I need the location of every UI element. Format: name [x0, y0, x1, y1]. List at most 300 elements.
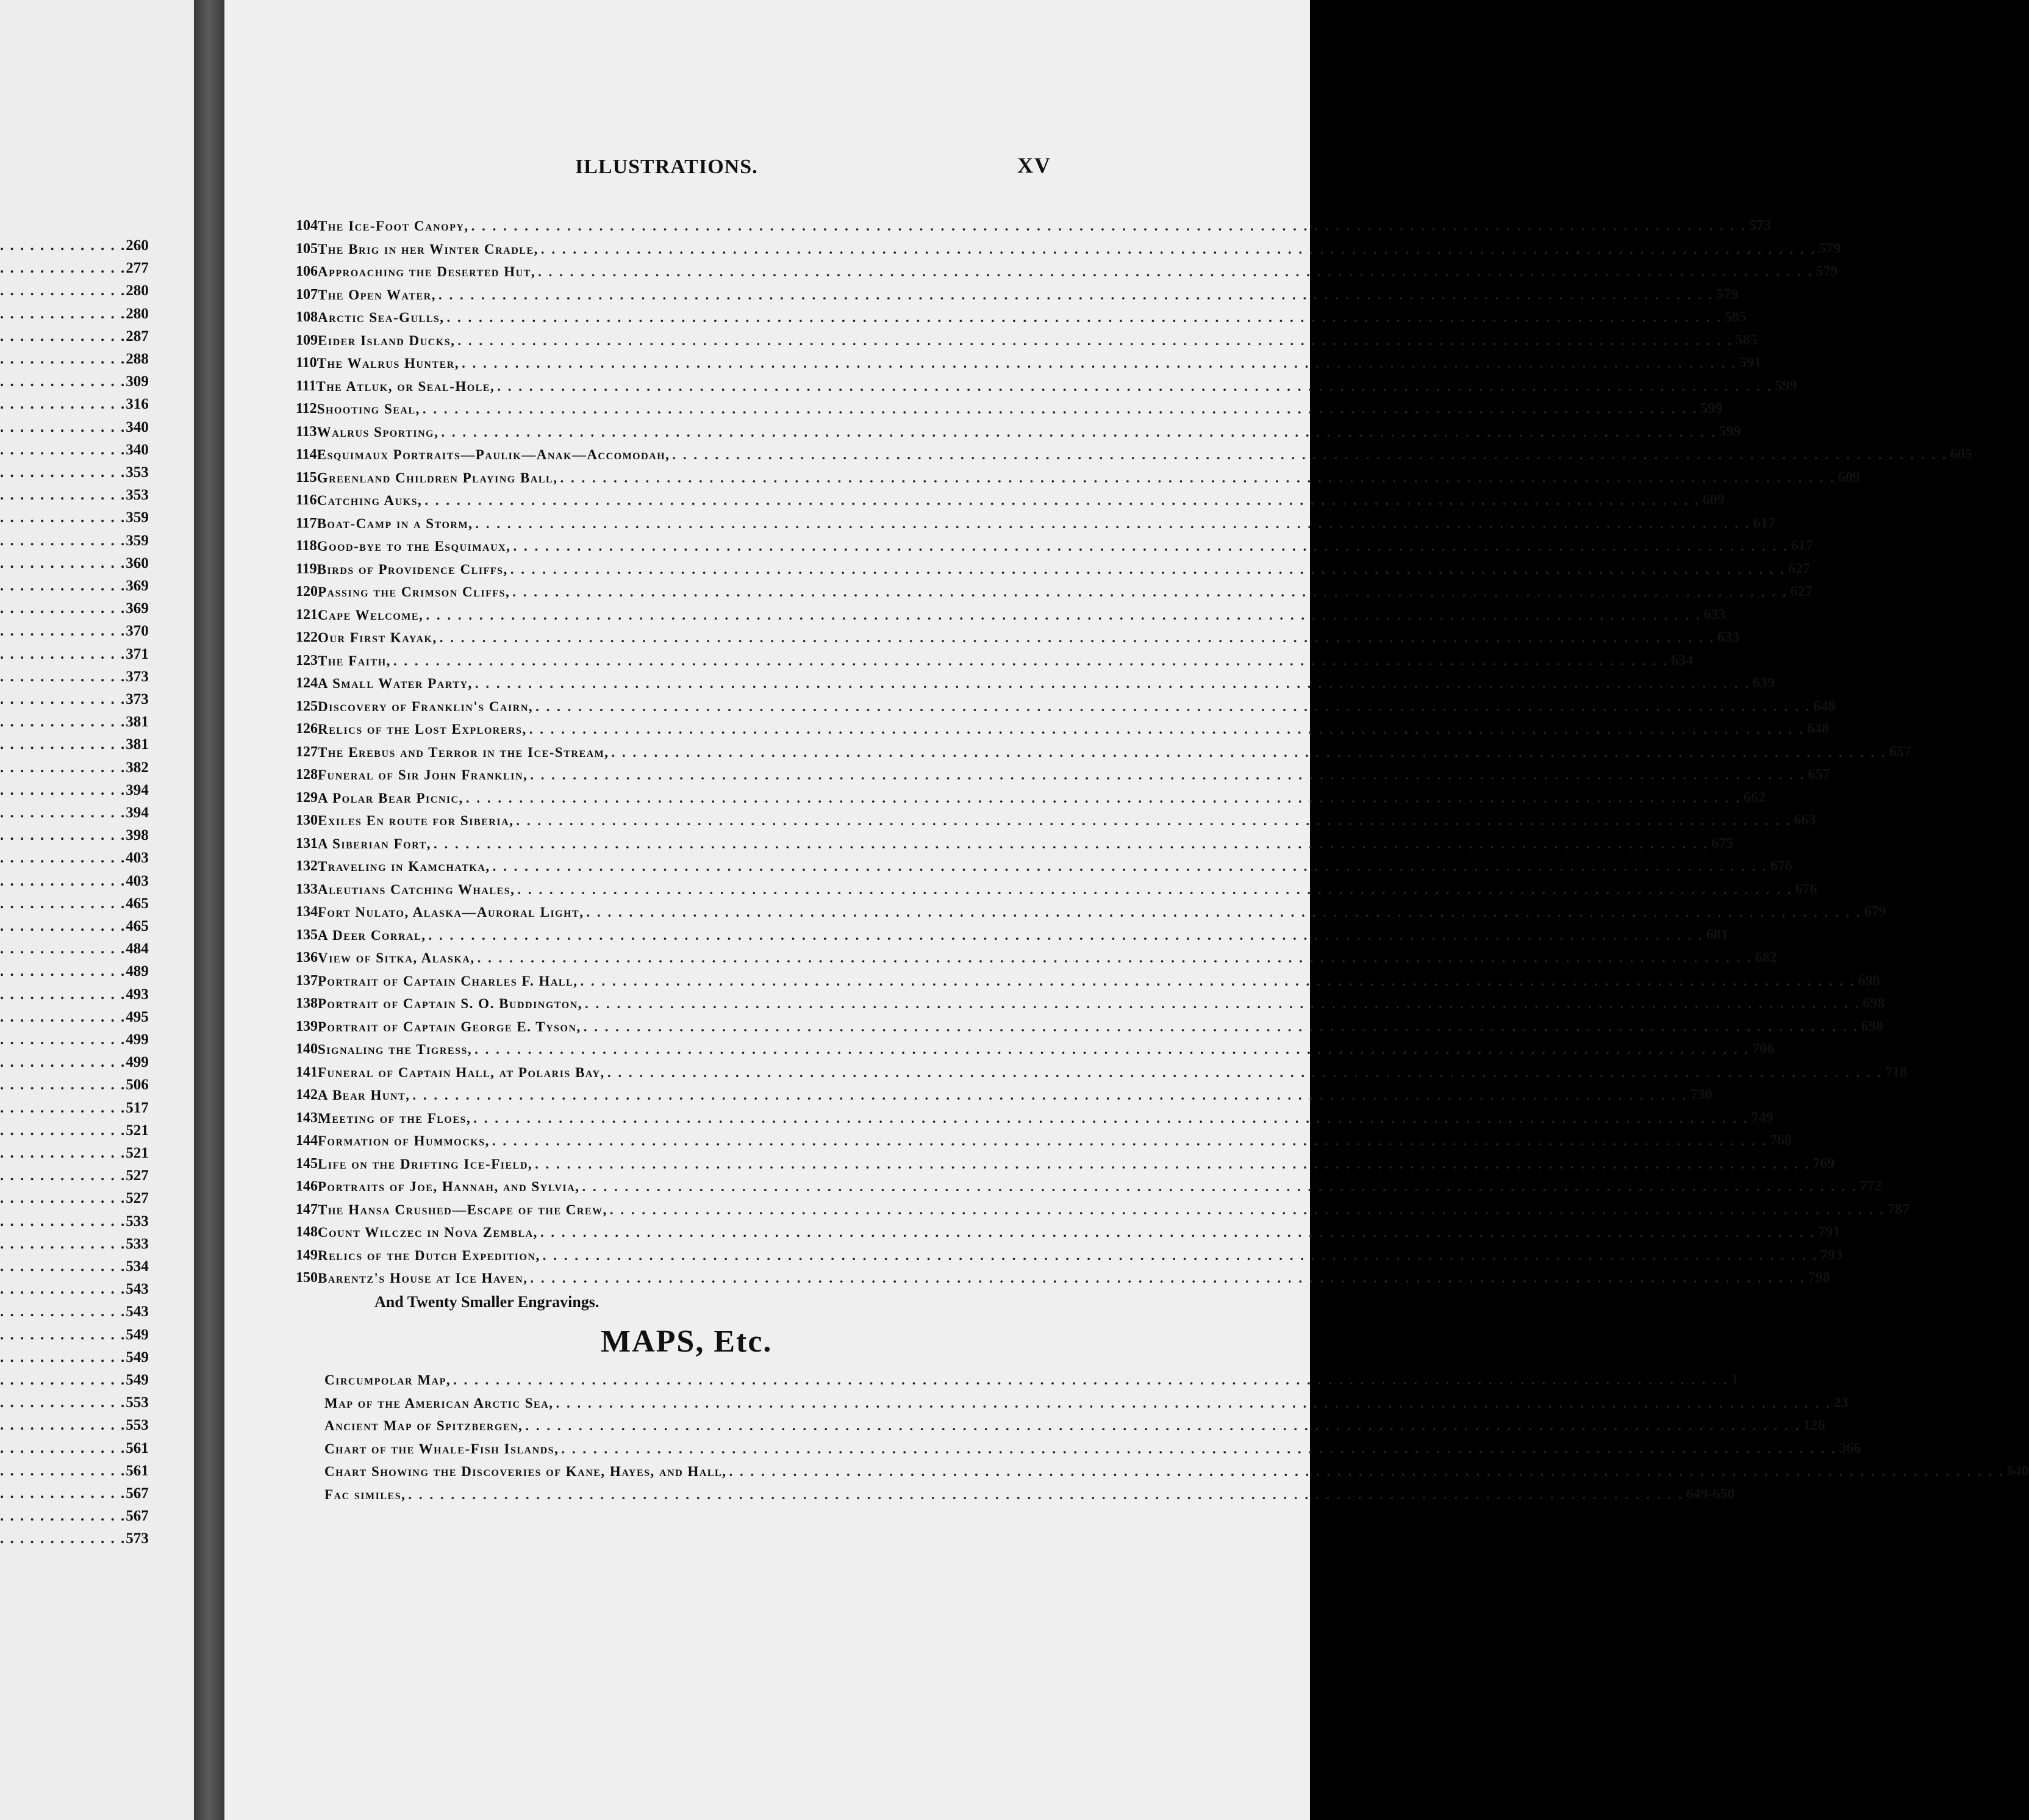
leader-dots: . . . . . . . . . . . . . — [0, 1303, 126, 1320]
illustration-entry — [296, 898, 1886, 920]
leader-dots: . . . . . . . . . . . . . . . . . . . . . . . . . . . . . . . . . . . . . . . . . . . . . . . . . . . . . . . . . . . . . . . . . . . . . . . . . . . . . . . . . . . . . . . . . . . . . . . . . . . . . . . . . . . . . . . . . . . . . . . . — [560, 470, 1836, 485]
left-page-entry — [0, 599, 149, 617]
illustration-page: 579 — [1819, 240, 1841, 257]
leader-dots: . . . . . . . . . . . . . — [0, 940, 126, 958]
leader-dots: . . . . . . . . . . . . . — [0, 1190, 126, 1207]
left-page-entry — [0, 690, 149, 708]
leader-dots: . . . . . . . . . . . . . . . . . . . . . . . . . . . . . . . . . . . . . . . . . . . . . . . . . . . . . . . . . . . . . . . . . . . . . . . . . . . . . . . . . . . . . . . . . . . . . . . . . . . . . . . . . . . . . . . . . . . . . . . . — [611, 744, 1887, 760]
illustration-entry — [296, 693, 1836, 715]
map-entry — [324, 1389, 1848, 1411]
illustration-title: Walrus Sporting, — [317, 424, 439, 440]
illustration-page: 648 — [1806, 721, 1829, 737]
map-page: 126 — [1803, 1417, 1825, 1433]
left-page-number: 369 — [126, 578, 149, 594]
illustration-page: 609 — [1702, 492, 1725, 508]
left-page-entry — [0, 1075, 149, 1094]
left-page-entry — [0, 1325, 149, 1344]
leader-dots: . . . . . . . . . . . . . . . . . . . . . . . . . . . . . . . . . . . . . . . . . . . . . . . . . . . . . . . . . . . . . . . . . . . . . . . . . . . . . . . . . . . . . . . . . . . . . . . . . . . . . . . . . . . . . . . . . . . . . . . . — [530, 1270, 1806, 1286]
leader-dots: . . . . . . . . . . . . . — [0, 850, 126, 867]
map-title: Fac similes, — [324, 1486, 406, 1502]
left-page-entry — [0, 1461, 149, 1480]
leader-dots: . . . . . . . . . . . . . — [0, 441, 126, 458]
illustration-number: 124 — [296, 675, 318, 691]
illustration-entry — [296, 1242, 1842, 1264]
illustration-number: 106 — [296, 263, 318, 279]
leader-dots: . . . . . . . . . . . . . . . . . . . . . . . . . . . . . . . . . . . . . . . . . . . . . . . . . . . . . . . . . . . . . . . . . . . . . . . . . . . . . . . . . . . . . . . . . . . . . . . . . . . . . . . . . . . . . . . . . . . . . . . . — [465, 790, 1742, 806]
left-page-number: 573 — [126, 1530, 149, 1547]
map-entry — [324, 1366, 1739, 1388]
left-page-entry — [0, 1008, 149, 1026]
left-page-number: 398 — [126, 827, 149, 844]
map-entry — [324, 1481, 1735, 1503]
leader-dots: . . . . . . . . . . . . . — [0, 759, 126, 776]
illustration-title: A Siberian Fort, — [318, 836, 432, 851]
left-page-number: 373 — [126, 691, 149, 708]
left-page-number: 549 — [126, 1326, 149, 1343]
illustration-entry — [296, 1173, 1882, 1195]
leader-dots: . . . . . . . . . . . . . . . . . . . . . . . . . . . . . . . . . . . . . . . . . . . . . . . . . . . . . . . . . . . . . . . . . . . . . . . . . . . . . . . . . . . . . . . . . . . . . . . . . . . . . . . . . . . . . . . . . . . . . . . . — [446, 310, 1722, 325]
illustration-title: Aleutians Catching Whales, — [318, 881, 515, 897]
smaller-engravings-note: And Twenty Smaller Engravings. — [374, 1293, 599, 1311]
left-page-number: 527 — [126, 1190, 149, 1207]
leader-dots: . . . . . . . . . . . . . . . . . . . . . . . . . . . . . . . . . . . . . . . . . . . . . . . . . . . . . . . . . . . . . . . . . . . . . . . . . . . . . . . . . . . . . . . . . . . . . . . . . . . . . . . . . . . . . . . . . . . . . . . . — [492, 1133, 1768, 1148]
illustration-entry — [296, 739, 1911, 761]
left-page-number: 567 — [126, 1508, 149, 1525]
illustration-entry — [296, 1264, 1830, 1286]
illustration-number: 148 — [296, 1224, 318, 1240]
illustration-page: 681 — [1706, 926, 1728, 943]
illustration-page: 609 — [1838, 469, 1860, 485]
leader-dots: . . . . . . . . . . . . . . . . . . . . . . . . . . . . . . . . . . . . . . . . . . . . . . . . . . . . . . . . . . . . . . . . . . . . . . . . . . . . . . . . . . . . . . . . . . . . . . . . . . . . . . . . . . . . . . . . . . . . . . . . — [580, 973, 1856, 989]
illustration-number: 127 — [296, 743, 318, 760]
illustration-number: 126 — [296, 721, 318, 737]
illustration-entry — [296, 990, 1885, 1012]
left-page-number: 534 — [126, 1258, 149, 1275]
illustration-page: 663 — [1794, 812, 1816, 828]
illustration-number: 141 — [296, 1064, 318, 1080]
left-page-number: 527 — [126, 1167, 149, 1184]
left-page-entry — [0, 554, 149, 572]
leader-dots: . . . . . . . . . . . . . — [0, 1054, 126, 1071]
left-page-entry — [0, 236, 149, 254]
leader-dots: . . . . . . . . . . . . . . . . . . . . . . . . . . . . . . . . . . . . . . . . . . . . . . . . . . . . . . . . . . . . . . . . . . . . . . . . . . . . . . . . . . . . . . . . . . . . . . . . . . . . . . . . . . . . . . . . . . . . . . . . — [510, 561, 1786, 577]
leader-dots: . . . . . . . . . . . . . . . . . . . . . . . . . . . . . . . . . . . . . . . . . . . . . . . . . . . . . . . . . . . . . . . . . . . . . . . . . . . . . . . . . . . . . . . . . . . . . . . . . . . . . . . . . . . . . . . . . . . . . . . . — [422, 401, 1698, 417]
left-page-entry — [0, 349, 149, 368]
left-page-entry — [0, 1302, 149, 1320]
leader-dots: . . . . . . . . . . . . . . . . . . . . . . . . . . . . . . . . . . . . . . . . . . . . . . . . . . . . . . . . . . . . . . . . . . . . . . . . . . . . . . . . . . . . . . . . . . . . . . . . . . . . . . . . . . . . . . . . . . . . . . . . — [439, 630, 1715, 645]
leader-dots: . . . . . . . . . . . . . . . . . . . . . . . . . . . . . . . . . . . . . . . . . . . . . . . . . . . . . . . . . . . . . . . . . . . . . . . . . . . . . . . . . . . . . . . . . . . . . . . . . . . . . . . . . . . . . . . . . . . . . . . . — [513, 539, 1789, 554]
left-page-number: 369 — [126, 600, 149, 617]
left-page-number: 499 — [126, 1031, 149, 1048]
left-page-number: 381 — [126, 714, 149, 731]
illustration-page: 617 — [1753, 515, 1775, 531]
illustration-number: 123 — [296, 652, 318, 668]
right-page — [224, 0, 2029, 1820]
illustration-entry — [296, 349, 1762, 371]
leader-dots: . . . . . . . . . . . . . — [0, 1530, 126, 1547]
left-page — [0, 0, 194, 1820]
illustration-title: Shooting Seal, — [317, 401, 420, 417]
illustration-number: 134 — [296, 904, 318, 920]
leader-dots: . . . . . . . . . . . . . — [0, 986, 126, 1003]
illustration-entry — [296, 967, 1880, 989]
illustration-page: 682 — [1755, 950, 1777, 966]
leader-dots: . . . . . . . . . . . . . . . . . . . . . . . . . . . . . . . . . . . . . . . . . . . . . . . . . . . . . . . . . . . . . . . . . . . . . . . . . . . . . . . . . . . . . . . . . . . . . . . . . . . . . . . . . . . . . . . . . . . . . . . . — [530, 767, 1806, 783]
map-page: 649-650 — [1686, 1486, 1735, 1502]
left-page-entry — [0, 1234, 149, 1253]
left-page-entry — [0, 1507, 149, 1525]
illustration-page: 798 — [1808, 1270, 1830, 1286]
left-page-entry — [0, 1416, 149, 1434]
illustration-entry — [296, 1081, 1712, 1103]
leader-dots: . . . . . . . . . . . . . — [0, 464, 126, 481]
illustration-page: 768 — [1770, 1133, 1792, 1148]
left-page-entry — [0, 758, 149, 776]
illustration-title: Relics of the Lost Explorers, — [318, 722, 527, 737]
left-page-entry — [0, 1393, 149, 1411]
map-entry — [324, 1458, 2029, 1480]
illustration-page: 591 — [1739, 355, 1762, 371]
illustration-page: 730 — [1690, 1087, 1712, 1103]
map-title: Ancient Map of Spitzbergen, — [324, 1418, 523, 1433]
maps-heading: MAPS, Etc. — [601, 1324, 773, 1359]
left-page-entry — [0, 826, 149, 844]
illustration-page: 679 — [1864, 904, 1886, 920]
leader-dots: . . . . . . . . . . . . . . . . . . . . . . . . . . . . . . . . . . . . . . . . . . . . . . . . . . . . . . . . . . . . . . . . . . . . . . . . . . . . . . . . . . . . . . . . . . . . . . . . . . . . . . . . . . . . . . . . . . . . . . . . — [672, 447, 1948, 462]
left-page-number: 517 — [126, 1099, 149, 1116]
leader-dots: . . . . . . . . . . . . . — [0, 804, 126, 821]
illustration-number: 104 — [296, 218, 318, 234]
leader-dots: . . . . . . . . . . . . . — [0, 827, 126, 844]
leader-dots: . . . . . . . . . . . . . . . . . . . . . . . . . . . . . . . . . . . . . . . . . . . . . . . . . . . . . . . . . . . . . . . . . . . . . . . . . . . . . . . . . . . . . . . . . . . . . . . . . . . . . . . . . . . . . . . . . . . . . . . . — [457, 332, 1733, 348]
illustration-page: 633 — [1717, 629, 1739, 645]
left-page-number: 489 — [126, 963, 149, 980]
illustration-entry — [296, 1196, 1910, 1218]
illustration-number: 147 — [296, 1201, 318, 1217]
illustration-number: 109 — [296, 332, 318, 348]
illustration-entry — [296, 761, 1830, 783]
illustration-page: 605 — [1950, 446, 1972, 462]
illustration-number: 116 — [296, 492, 317, 508]
illustration-entry — [296, 510, 1775, 532]
left-page-entry — [0, 848, 149, 867]
illustration-page: 662 — [1744, 789, 1766, 806]
leader-dots: . . . . . . . . . . . . . . . . . . . . . . . . . . . . . . . . . . . . . . . . . . . . . . . . . . . . . . . . . . . . . . . . . . . . . . . . . . . . . . . . . . . . . . . . . . . . . . . . . . . . . . . . . . . . . . . . . . . . . . . . — [586, 905, 1862, 920]
leader-dots: . . . . . . . . . . . . . . . . . . . . . . . . . . . . . . . . . . . . . . . . . . . . . . . . . . . . . . . . . . . . . . . . . . . . . . . . . . . . . . . . . . . . . . . . . . . . . . . . . . . . . . . . . . . . . . . . . . . . . . . . — [584, 996, 1861, 1011]
left-page-entry — [0, 894, 149, 912]
leader-dots: . . . . . . . . . . . . . . . . . . . . . . . . . . . . . . . . . . . . . . . . . . . . . . . . . . . . . . . . . . . . . . . . . . . . . . . . . . . . . . . . . . . . . . . . . . . . . . . . . . . . . . . . . . . . . . . . . . . . . . . . — [393, 653, 1669, 668]
illustration-page: 787 — [1888, 1201, 1910, 1217]
leader-dots: . . . . . . . . . . . . . — [0, 1349, 126, 1366]
left-page-number: 521 — [126, 1145, 149, 1161]
leader-dots: . . . . . . . . . . . . . . . . . . . . . . . . . . . . . . . . . . . . . . . . . . . . . . . . . . . . . . . . . . . . . . . . . . . . . . . . . . . . . . . . . . . . . . . . . . . . . . . . . . . . . . . . . . . . . . . . . . . . . . . . — [525, 1418, 1801, 1433]
left-page-number: 394 — [126, 804, 149, 821]
leader-dots: . . . . . . . . . . . . . — [0, 373, 126, 390]
illustration-entry — [296, 418, 1741, 440]
leader-dots: . . . . . . . . . . . . . — [0, 532, 126, 549]
leader-dots: . . . . . . . . . . . . . — [0, 1326, 126, 1343]
left-page-entry — [0, 1166, 149, 1184]
illustration-entry — [296, 1105, 1773, 1127]
leader-dots: . . . . . . . . . . . . . . . . . . . . . . . . . . . . . . . . . . . . . . . . . . . . . . . . . . . . . . . . . . . . . . . . . . . . . . . . . . . . . . . . . . . . . . . . . . . . . . . . . . . . . . . . . . . . . . . . . . . . . . . . — [556, 1395, 1831, 1411]
left-page-number: 553 — [126, 1394, 149, 1411]
map-page: 640 — [2006, 1463, 2029, 1479]
leader-dots: . . . . . . . . . . . . . — [0, 237, 126, 254]
left-page-number: 280 — [126, 305, 149, 322]
illustration-entry — [296, 556, 1811, 578]
left-page-entry — [0, 872, 149, 890]
left-page-number: 360 — [126, 554, 149, 571]
illustration-number: 129 — [296, 789, 318, 806]
leader-dots: . . . . . . . . . . . . . — [0, 1258, 126, 1275]
illustration-entry — [296, 670, 1775, 692]
illustration-number: 136 — [296, 950, 318, 966]
illustration-number: 146 — [296, 1178, 318, 1194]
leader-dots: . . . . . . . . . . . . . — [0, 487, 126, 504]
illustration-page: 573 — [1748, 218, 1771, 234]
illustration-page: 706 — [1752, 1041, 1775, 1057]
illustration-number: 139 — [296, 1018, 318, 1034]
illustration-number: 108 — [296, 309, 318, 325]
left-page-number: 561 — [126, 1439, 149, 1456]
leader-dots: . . . . . . . . . . . . . . . . . . . . . . . . . . . . . . . . . . . . . . . . . . . . . . . . . . . . . . . . . . . . . . . . . . . . . . . . . . . . . . . . . . . . . . . . . . . . . . . . . . . . . . . . . . . . . . . . . . . . . . . . — [438, 287, 1714, 303]
illustration-title: Funeral of Sir John Franklin, — [318, 767, 528, 783]
illustration-entry — [296, 258, 1838, 280]
left-page-entry — [0, 1053, 149, 1071]
leader-dots: . . . . . . . . . . . . . — [0, 1122, 126, 1139]
left-page-number: 506 — [126, 1077, 149, 1094]
leader-dots: . . . . . . . . . . . . . — [0, 645, 126, 662]
illustration-page: 599 — [1700, 401, 1723, 417]
leader-dots: . . . . . . . . . . . . . — [0, 282, 126, 299]
illustration-entry — [296, 1013, 1884, 1035]
illustration-number: 133 — [296, 881, 318, 897]
illustration-entry — [296, 235, 1841, 257]
illustration-title: The Walrus Hunter, — [317, 356, 460, 371]
illustration-page: 585 — [1735, 332, 1758, 348]
left-page-number: 567 — [126, 1485, 149, 1502]
leader-dots: . . . . . . . . . . . . . — [0, 1485, 126, 1502]
leader-dots: . . . . . . . . . . . . . — [0, 554, 126, 571]
left-page-entry — [0, 372, 149, 390]
leader-dots: . . . . . . . . . . . . . . . . . . . . . . . . . . . . . . . . . . . . . . . . . . . . . . . . . . . . . . . . . . . . . . . . . . . . . . . . . . . . . . . . . . . . . . . . . . . . . . . . . . . . . . . . . . . . . . . . . . . . . . . . — [583, 1019, 1859, 1034]
leader-dots: . . . . . . . . . . . . . . . . . . . . . . . . . . . . . . . . . . . . . . . . . . . . . . . . . . . . . . . . . . . . . . . . . . . . . . . . . . . . . . . . . . . . . . . . . . . . . . . . . . . . . . . . . . . . . . . . . . . . . . . . — [426, 607, 1702, 623]
leader-dots: . . . . . . . . . . . . . — [0, 600, 126, 617]
leader-dots: . . . . . . . . . . . . . — [0, 305, 126, 322]
illustration-entry — [296, 464, 1860, 486]
left-page-number: 533 — [126, 1213, 149, 1230]
leader-dots: . . . . . . . . . . . . . . . . . . . . . . . . . . . . . . . . . . . . . . . . . . . . . . . . . . . . . . . . . . . . . . . . . . . . . . . . . . . . . . . . . . . . . . . . . . . . . . . . . . . . . . . . . . . . . . . . . . . . . . . . — [475, 515, 1751, 531]
illustration-page: 769 — [1813, 1155, 1835, 1172]
illustration-entry — [296, 212, 1771, 234]
book-gutter — [194, 0, 224, 1820]
left-page-number: 340 — [126, 441, 149, 458]
leader-dots: . . . . . . . . . . . . . . . . . . . . . . . . . . . . . . . . . . . . . . . . . . . . . . . . . . . . . . . . . . . . . . . . . . . . . . . . . . . . . . . . . . . . . . . . . . . . . . . . . . . . . . . . . . . . . . . . . . . . . . . . — [441, 424, 1717, 440]
illustration-entry — [296, 532, 1813, 554]
illustration-title: Count Wilczec in Nova Zembla, — [318, 1225, 538, 1240]
left-page-number: 381 — [126, 736, 149, 753]
leader-dots: . . . . . . . . . . . . . — [0, 1031, 126, 1048]
left-page-entry — [0, 418, 149, 436]
illustration-entry — [296, 807, 1816, 829]
illustration-entry — [296, 715, 1829, 737]
illustration-entry — [296, 830, 1734, 852]
left-page-entry — [0, 395, 149, 413]
leader-dots: . . . . . . . . . . . . . . . . . . . . . . . . . . . . . . . . . . . . . . . . . . . . . . . . . . . . . . . . . . . . . . . . . . . . . . . . . . . . . . . . . . . . . . . . . . . . . . . . . . . . . . . . . . . . . . . . . . . . . . . . — [477, 950, 1753, 966]
left-page-number: 465 — [126, 918, 149, 934]
illustration-title: Our First Kayak, — [318, 630, 437, 645]
illustration-title: Discovery of Franklin's Cairn, — [318, 698, 534, 714]
left-page-entry — [0, 1484, 149, 1502]
illustration-entry — [296, 441, 1972, 463]
illustration-title: The Ice-Foot Canopy, — [318, 218, 469, 234]
leader-dots: . . . . . . . . . . . . . . . . . . . . . . . . . . . . . . . . . . . . . . . . . . . . . . . . . . . . . . . . . . . . . . . . . . . . . . . . . . . . . . . . . . . . . . . . . . . . . . . . . . . . . . . . . . . . . . . . . . . . . . . . — [512, 584, 1788, 600]
illustration-title: Formation of Hummocks, — [318, 1133, 490, 1148]
left-page-number: 495 — [126, 1008, 149, 1025]
illustration-entry — [296, 1150, 1835, 1172]
page-folio: XV — [1017, 153, 1051, 177]
leader-dots: . . . . . . . . . . . . . — [0, 1008, 126, 1025]
left-page-entry — [0, 962, 149, 980]
illustration-page: 676 — [1770, 858, 1792, 874]
left-page-entry — [0, 622, 149, 640]
left-page-number: 309 — [126, 373, 149, 390]
map-page: 23 — [1833, 1394, 1848, 1411]
illustration-entry — [296, 624, 1739, 646]
illustration-number: 144 — [296, 1133, 318, 1148]
leader-dots: . . . . . . . . . . . . . . . . . . . . . . . . . . . . . . . . . . . . . . . . . . . . . . . . . . . . . . . . . . . . . . . . . . . . . . . . . . . . . . . . . . . . . . . . . . . . . . . . . . . . . . . . . . . . . . . . . . . . . . . . — [428, 927, 1704, 943]
illustration-number: 149 — [296, 1247, 318, 1263]
illustration-title: The Open Water, — [318, 287, 436, 303]
illustration-number: 140 — [296, 1041, 318, 1057]
illustration-entry — [296, 395, 1723, 417]
map-title: Chart of the Whale-Fish Islands, — [324, 1441, 559, 1456]
leader-dots: . . . . . . . . . . . . . . . . . . . . . . . . . . . . . . . . . . . . . . . . . . . . . . . . . . . . . . . . . . . . . . . . . . . . . . . . . . . . . . . . . . . . . . . . . . . . . . . . . . . . . . . . . . . . . . . . . . . . . . . . — [535, 698, 1811, 714]
illustration-page: 698 — [1863, 995, 1885, 1011]
illustration-title: A Polar Bear Picnic, — [318, 790, 463, 806]
illustration-page: 698 — [1858, 972, 1880, 989]
illustration-title: Barentz's House at Ice Haven, — [318, 1270, 528, 1286]
illustration-page: 698 — [1861, 1018, 1884, 1034]
illustration-page: 718 — [1885, 1064, 1908, 1080]
leader-dots: . . . . . . . . . . . . . — [0, 351, 126, 367]
illustration-number: 131 — [296, 835, 318, 851]
left-page-entry — [0, 1098, 149, 1117]
illustration-entry — [296, 1127, 1792, 1149]
illustration-number: 145 — [296, 1155, 318, 1172]
left-page-entry — [0, 1212, 149, 1230]
left-page-number: 543 — [126, 1303, 149, 1320]
left-page-number: 403 — [126, 872, 149, 889]
map-title: Chart Showing the Discoveries of Kane, Hayes, and Hall, — [324, 1464, 727, 1479]
left-page-number: 493 — [126, 986, 149, 1003]
left-page-number: 359 — [126, 532, 149, 549]
left-page-number: 394 — [126, 781, 149, 798]
left-page-entry — [0, 781, 149, 799]
illustration-title: Good-bye to the Esquimaux, — [317, 539, 511, 554]
illustration-entry — [296, 327, 1758, 349]
illustration-number: 138 — [296, 995, 318, 1011]
illustration-title: A Small Water Party, — [318, 676, 473, 691]
illustration-entry — [296, 944, 1777, 966]
leader-dots: . . . . . . . . . . . . . . . . . . . . . . . . . . . . . . . . . . . . . . . . . . . . . . . . . . . . . . . . . . . . . . . . . . . . . . . . . . . . . . . . . . . . . . . . . . . . . . . . . . . . . . . . . . . . . . . . . . . . . . . . — [408, 1486, 1684, 1502]
illustration-number: 105 — [296, 240, 318, 257]
illustration-number: 132 — [296, 858, 318, 874]
left-page-entry — [0, 1529, 149, 1547]
leader-dots: . . . . . . . . . . . . . — [0, 1235, 126, 1252]
illustration-title: Greenland Children Playing Ball, — [317, 470, 558, 485]
left-page-number: 484 — [126, 940, 149, 958]
left-page-entry — [0, 463, 149, 481]
leader-dots: . . . . . . . . . . . . . . . . . . . . . . . . . . . . . . . . . . . . . . . . . . . . . . . . . . . . . . . . . . . . . . . . . . . . . . . . . . . . . . . . . . . . . . . . . . . . . . . . . . . . . . . . . . . . . . . . . . . . . . . . — [492, 859, 1768, 874]
illustration-page: 657 — [1889, 743, 1911, 760]
illustration-title: Boat-Camp in a Storm, — [317, 515, 473, 531]
left-page-entry — [0, 939, 149, 958]
map-entry — [324, 1435, 1861, 1457]
illustration-page: 634 — [1671, 652, 1694, 668]
illustration-entry — [296, 1059, 1908, 1081]
leader-dots: . . . . . . . . . . . . . — [0, 736, 126, 753]
left-page-entry — [0, 281, 149, 299]
map-page: 1 — [1731, 1372, 1739, 1388]
leader-dots: . . . . . . . . . . . . . — [0, 1372, 126, 1388]
illustration-number: 112 — [296, 401, 317, 417]
leader-dots: . . . . . . . . . . . . . — [0, 1167, 126, 1184]
left-page-entry — [0, 304, 149, 323]
illustration-title: The Erebus and Terror in the Ice-Stream, — [318, 744, 609, 760]
illustration-title: A Bear Hunt, — [318, 1087, 410, 1103]
illustration-number: 128 — [296, 767, 318, 783]
illustration-page: 627 — [1788, 561, 1811, 577]
illustration-page: 617 — [1791, 538, 1813, 554]
illustration-title: The Faith, — [318, 653, 391, 668]
illustration-entry — [296, 304, 1747, 326]
leader-dots: . . . . . . . . . . . . . . . . . . . . . . . . . . . . . . . . . . . . . . . . . . . . . . . . . . . . . . . . . . . . . . . . . . . . . . . . . . . . . . . . . . . . . . . . . . . . . . . . . . . . . . . . . . . . . . . . . . . . . . . . — [540, 241, 1817, 257]
illustration-title: Eider Island Ducks, — [318, 332, 456, 348]
illustration-page: 639 — [1753, 675, 1775, 691]
left-page-entry — [0, 1348, 149, 1366]
left-page-number: 370 — [126, 623, 149, 640]
leader-dots: . . . . . . . . . . . . . — [0, 328, 126, 345]
map-title: Map of the American Arctic Sea, — [324, 1395, 554, 1411]
left-page-entry — [0, 440, 149, 459]
illustration-title: Traveling in Kamchatka, — [318, 859, 490, 874]
left-page-number: 533 — [126, 1235, 149, 1252]
leader-dots: . . . . . . . . . . . . . . . . . . . . . . . . . . . . . . . . . . . . . . . . . . . . . . . . . . . . . . . . . . . . . . . . . . . . . . . . . . . . . . . . . . . . . . . . . . . . . . . . . . . . . . . . . . . . . . . . . . . . . . . . — [582, 1179, 1858, 1194]
leader-dots: . . . . . . . . . . . . . — [0, 872, 126, 889]
illustration-number: 137 — [296, 972, 318, 989]
illustration-title: Approaching the Deserted Hut, — [318, 264, 536, 279]
illustration-number: 150 — [296, 1270, 318, 1286]
left-page-entry — [0, 917, 149, 935]
illustration-entry — [296, 922, 1728, 944]
left-page-entry — [0, 1370, 149, 1389]
illustration-number: 119 — [296, 561, 317, 577]
illustration-entry — [296, 876, 1817, 898]
leader-dots: . . . . . . . . . . . . . . . . . . . . . . . . . . . . . . . . . . . . . . . . . . . . . . . . . . . . . . . . . . . . . . . . . . . . . . . . . . . . . . . . . . . . . . . . . . . . . . . . . . . . . . . . . . . . . . . . . . . . . . . . — [517, 881, 1793, 897]
leader-dots: . . . . . . . . . . . . . — [0, 1508, 126, 1525]
illustration-page: 579 — [1816, 263, 1838, 279]
leader-dots: . . . . . . . . . . . . . — [0, 578, 126, 594]
leader-dots: . . . . . . . . . . . . . — [0, 1462, 126, 1479]
left-page-number: 260 — [126, 237, 149, 254]
left-page-entry — [0, 1189, 149, 1207]
left-page-number: 553 — [126, 1417, 149, 1434]
leader-dots: . . . . . . . . . . . . . — [0, 963, 126, 980]
illustration-title: Funeral of Captain Hall, at Polaris Bay, — [318, 1064, 605, 1080]
illustration-page: 749 — [1751, 1109, 1773, 1126]
illustration-number: 111 — [296, 378, 317, 394]
